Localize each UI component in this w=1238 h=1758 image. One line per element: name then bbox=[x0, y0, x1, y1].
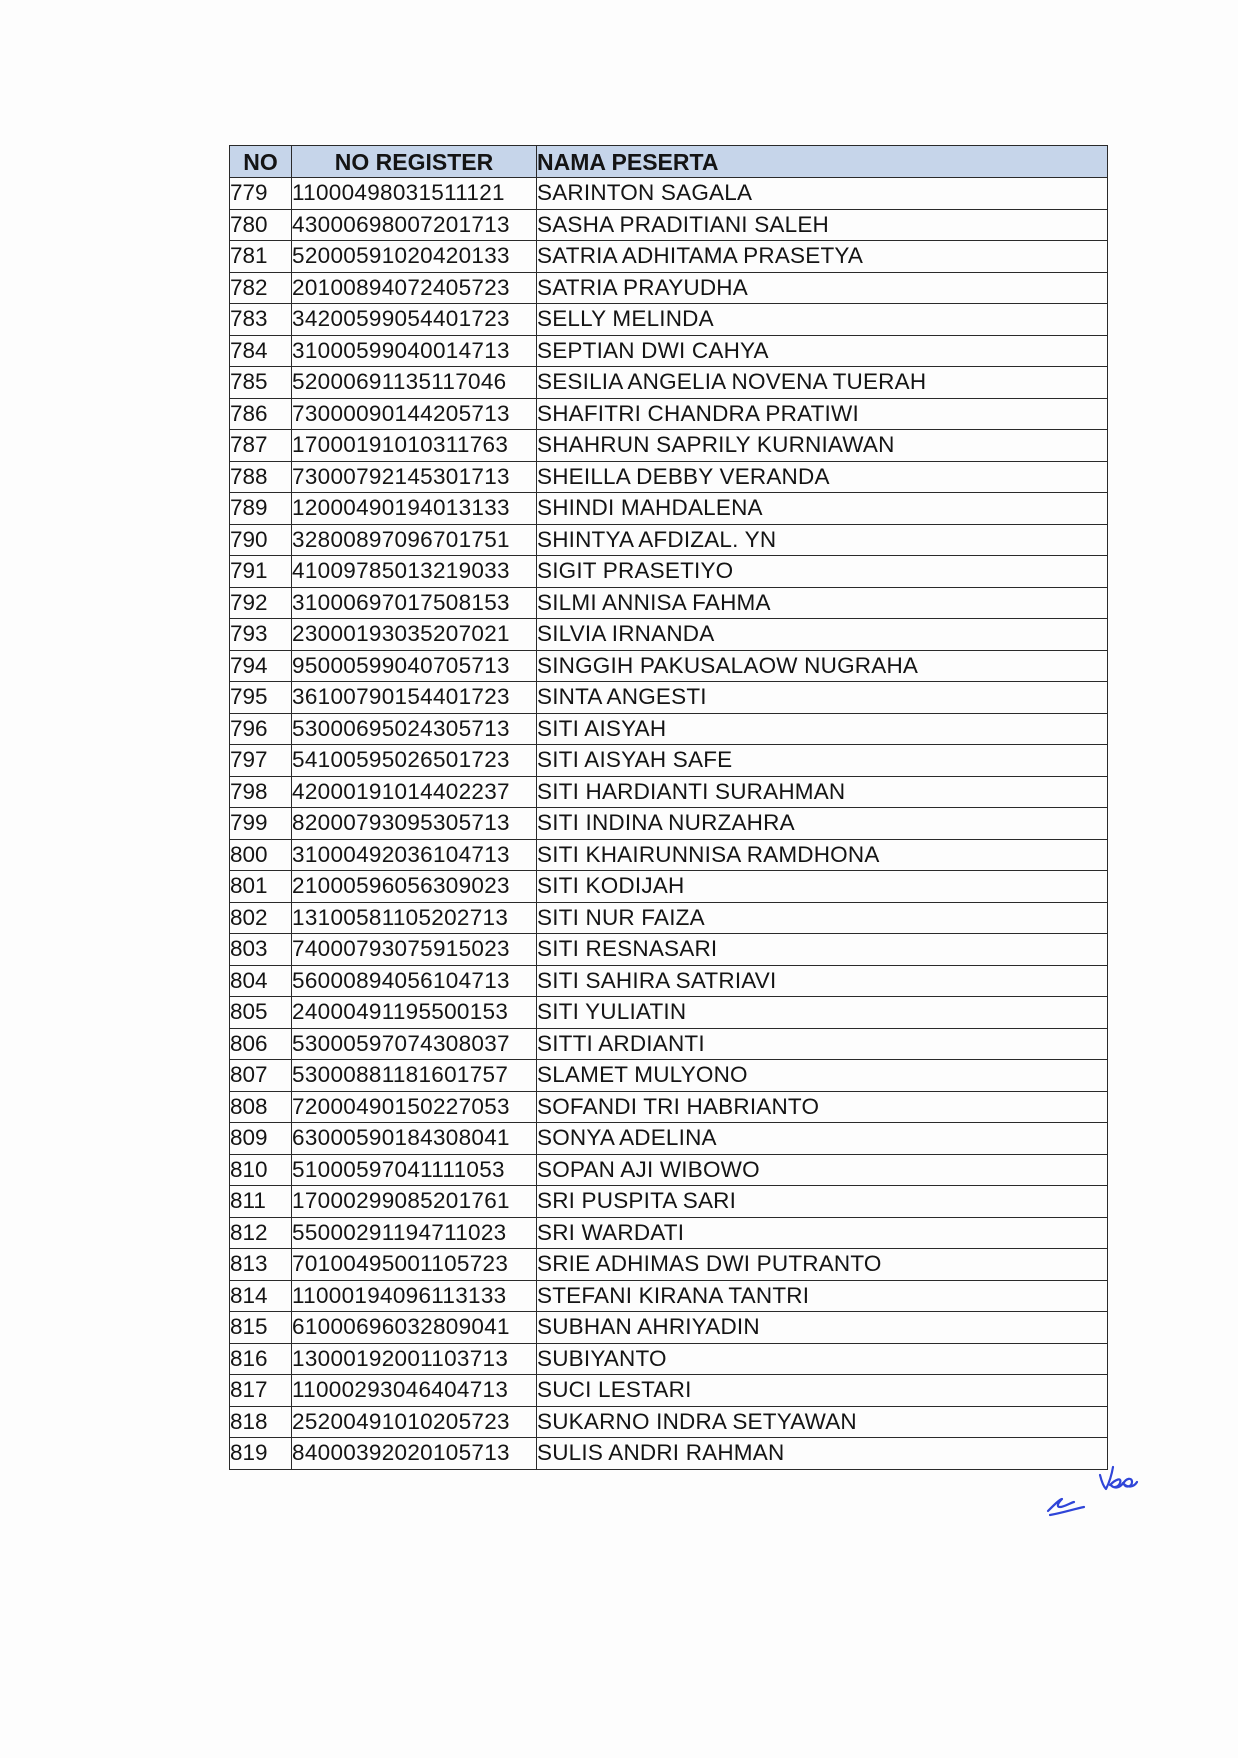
table-row bbox=[230, 871, 1108, 903]
participant-name: SOFANDI TRI HABRIANTO bbox=[537, 1091, 1108, 1123]
participant-name: SITI SAHIRA SATRIAVI bbox=[537, 965, 1108, 997]
register-number: 11000498031511121 bbox=[292, 178, 537, 210]
row-number: 815 bbox=[230, 1312, 292, 1344]
row-number: 792 bbox=[230, 587, 292, 619]
register-number: 63000590184308041 bbox=[292, 1123, 537, 1155]
table-row bbox=[230, 650, 1108, 682]
participant-name: SUKARNO INDRA SETYAWAN bbox=[537, 1406, 1108, 1438]
table-row bbox=[230, 619, 1108, 651]
row-number: 800 bbox=[230, 839, 292, 871]
participant-name: SRIE ADHIMAS DWI PUTRANTO bbox=[537, 1249, 1108, 1281]
participant-name: SITI AISYAH SAFE bbox=[537, 745, 1108, 777]
participant-name: SRI PUSPITA SARI bbox=[537, 1186, 1108, 1218]
register-number: 13100581105202713 bbox=[292, 902, 537, 934]
row-number: 804 bbox=[230, 965, 292, 997]
register-number: 41009785013219033 bbox=[292, 556, 537, 588]
row-number: 796 bbox=[230, 713, 292, 745]
row-number: 797 bbox=[230, 745, 292, 777]
table-row bbox=[230, 304, 1108, 336]
register-number: 24000491195500153 bbox=[292, 997, 537, 1029]
participant-name: SHINTYA AFDIZAL. YN bbox=[537, 524, 1108, 556]
register-number: 32800897096701751 bbox=[292, 524, 537, 556]
table-row bbox=[230, 1060, 1108, 1092]
participant-name: SITI KODIJAH bbox=[537, 871, 1108, 903]
table-row bbox=[230, 430, 1108, 462]
participant-name: SINTA ANGESTI bbox=[537, 682, 1108, 714]
row-number: 817 bbox=[230, 1375, 292, 1407]
row-number: 803 bbox=[230, 934, 292, 966]
table-row bbox=[230, 1091, 1108, 1123]
register-number: 53000881181601757 bbox=[292, 1060, 537, 1092]
table-row bbox=[230, 178, 1108, 210]
table-row bbox=[230, 272, 1108, 304]
register-number: 74000793075915023 bbox=[292, 934, 537, 966]
row-number: 798 bbox=[230, 776, 292, 808]
table-row bbox=[230, 209, 1108, 241]
register-number: 55000291194711023 bbox=[292, 1217, 537, 1249]
register-number: 21000596056309023 bbox=[292, 871, 537, 903]
participant-name: SITI KHAIRUNNISA RAMDHONA bbox=[537, 839, 1108, 871]
participant-name: SHEILLA DEBBY VERANDA bbox=[537, 461, 1108, 493]
register-number: 34200599054401723 bbox=[292, 304, 537, 336]
participant-name: SUBIYANTO bbox=[537, 1343, 1108, 1375]
register-number: 84000392020105713 bbox=[292, 1438, 537, 1470]
row-number: 780 bbox=[230, 209, 292, 241]
row-number: 788 bbox=[230, 461, 292, 493]
table-row bbox=[230, 745, 1108, 777]
participant-name: SOPAN AJI WIBOWO bbox=[537, 1154, 1108, 1186]
participant-name: SASHA PRADITIANI SALEH bbox=[537, 209, 1108, 241]
register-number: 25200491010205723 bbox=[292, 1406, 537, 1438]
table-row bbox=[230, 1186, 1108, 1218]
row-number: 794 bbox=[230, 650, 292, 682]
register-number: 20100894072405723 bbox=[292, 272, 537, 304]
table-row bbox=[230, 1154, 1108, 1186]
participant-name: SULIS ANDRI RAHMAN bbox=[537, 1438, 1108, 1470]
table-row bbox=[230, 587, 1108, 619]
register-number: 11000194096113133 bbox=[292, 1280, 537, 1312]
participant-name: SHAFITRI CHANDRA PRATIWI bbox=[537, 398, 1108, 430]
row-number: 791 bbox=[230, 556, 292, 588]
participant-table bbox=[229, 145, 1108, 1470]
participant-name: SARINTON SAGALA bbox=[537, 178, 1108, 210]
row-number: 781 bbox=[230, 241, 292, 273]
row-number: 789 bbox=[230, 493, 292, 525]
row-number: 801 bbox=[230, 871, 292, 903]
register-number: 52000591020420133 bbox=[292, 241, 537, 273]
table-body bbox=[230, 178, 1108, 1470]
participant-name: SUCI LESTARI bbox=[537, 1375, 1108, 1407]
table-row bbox=[230, 776, 1108, 808]
register-number: 82000793095305713 bbox=[292, 808, 537, 840]
header-name: NAMA PESERTA bbox=[537, 146, 1108, 178]
row-number: 806 bbox=[230, 1028, 292, 1060]
table-row bbox=[230, 1123, 1108, 1155]
row-number: 807 bbox=[230, 1060, 292, 1092]
register-number: 43000698007201713 bbox=[292, 209, 537, 241]
register-number: 17000299085201761 bbox=[292, 1186, 537, 1218]
row-number: 786 bbox=[230, 398, 292, 430]
register-number: 51000597041111053 bbox=[292, 1154, 537, 1186]
participant-name: SITI RESNASARI bbox=[537, 934, 1108, 966]
header-no: NO bbox=[230, 146, 292, 178]
register-number: 23000193035207021 bbox=[292, 619, 537, 651]
participant-name: SIGIT PRASETIYO bbox=[537, 556, 1108, 588]
participant-name: SITTI ARDIANTI bbox=[537, 1028, 1108, 1060]
row-number: 783 bbox=[230, 304, 292, 336]
participant-name: SILMI ANNISA FAHMA bbox=[537, 587, 1108, 619]
table-row bbox=[230, 367, 1108, 399]
table-row bbox=[230, 398, 1108, 430]
participant-name: SLAMET MULYONO bbox=[537, 1060, 1108, 1092]
register-number: 11000293046404713 bbox=[292, 1375, 537, 1407]
table-row bbox=[230, 1375, 1108, 1407]
participant-name: SATRIA ADHITAMA PRASETYA bbox=[537, 241, 1108, 273]
table-row bbox=[230, 241, 1108, 273]
row-number: 795 bbox=[230, 682, 292, 714]
row-number: 799 bbox=[230, 808, 292, 840]
register-number: 54100595026501723 bbox=[292, 745, 537, 777]
register-number: 36100790154401723 bbox=[292, 682, 537, 714]
register-number: 13000192001103713 bbox=[292, 1343, 537, 1375]
row-number: 787 bbox=[230, 430, 292, 462]
row-number: 818 bbox=[230, 1406, 292, 1438]
register-number: 42000191014402237 bbox=[292, 776, 537, 808]
participant-name: SHAHRUN SAPRILY KURNIAWAN bbox=[537, 430, 1108, 462]
table-row bbox=[230, 1249, 1108, 1281]
participant-name: SATRIA PRAYUDHA bbox=[537, 272, 1108, 304]
table-row bbox=[230, 1343, 1108, 1375]
row-number: 810 bbox=[230, 1154, 292, 1186]
participant-name: SITI HARDIANTI SURAHMAN bbox=[537, 776, 1108, 808]
row-number: 779 bbox=[230, 178, 292, 210]
row-number: 814 bbox=[230, 1280, 292, 1312]
table-row bbox=[230, 1028, 1108, 1060]
row-number: 808 bbox=[230, 1091, 292, 1123]
table-row bbox=[230, 934, 1108, 966]
register-number: 31000697017508153 bbox=[292, 587, 537, 619]
register-number: 61000696032809041 bbox=[292, 1312, 537, 1344]
table-row bbox=[230, 808, 1108, 840]
register-number: 17000191010311763 bbox=[292, 430, 537, 462]
participant-name: STEFANI KIRANA TANTRI bbox=[537, 1280, 1108, 1312]
participant-name: SRI WARDATI bbox=[537, 1217, 1108, 1249]
row-number: 793 bbox=[230, 619, 292, 651]
table-row bbox=[230, 1438, 1108, 1470]
participant-name: SITI YULIATIN bbox=[537, 997, 1108, 1029]
participant-name: SITI NUR FAIZA bbox=[537, 902, 1108, 934]
row-number: 811 bbox=[230, 1186, 292, 1218]
participant-name: SEPTIAN DWI CAHYA bbox=[537, 335, 1108, 367]
register-number: 73000090144205713 bbox=[292, 398, 537, 430]
table-row bbox=[230, 839, 1108, 871]
participant-name: SESILIA ANGELIA NOVENA TUERAH bbox=[537, 367, 1108, 399]
table-row bbox=[230, 965, 1108, 997]
participant-name: SITI AISYAH bbox=[537, 713, 1108, 745]
table-row bbox=[230, 1217, 1108, 1249]
row-number: 813 bbox=[230, 1249, 292, 1281]
table-row bbox=[230, 997, 1108, 1029]
participant-name: SILVIA IRNANDA bbox=[537, 619, 1108, 651]
table-row bbox=[230, 524, 1108, 556]
table-row bbox=[230, 1312, 1108, 1344]
register-number: 31000492036104713 bbox=[292, 839, 537, 871]
row-number: 782 bbox=[230, 272, 292, 304]
row-number: 819 bbox=[230, 1438, 292, 1470]
register-number: 56000894056104713 bbox=[292, 965, 537, 997]
register-number: 12000490194013133 bbox=[292, 493, 537, 525]
row-number: 784 bbox=[230, 335, 292, 367]
participant-name: SINGGIH PAKUSALAOW NUGRAHA bbox=[537, 650, 1108, 682]
table-row bbox=[230, 461, 1108, 493]
table-row bbox=[230, 682, 1108, 714]
register-number: 70100495001105723 bbox=[292, 1249, 537, 1281]
header-row bbox=[230, 146, 1108, 178]
participant-name: SELLY MELINDA bbox=[537, 304, 1108, 336]
register-number: 53000695024305713 bbox=[292, 713, 537, 745]
register-number: 95000599040705713 bbox=[292, 650, 537, 682]
row-number: 785 bbox=[230, 367, 292, 399]
register-number: 52000691135117046 bbox=[292, 367, 537, 399]
table-row bbox=[230, 1406, 1108, 1438]
participant-name: SHINDI MAHDALENA bbox=[537, 493, 1108, 525]
register-number: 72000490150227053 bbox=[292, 1091, 537, 1123]
participant-name: SONYA ADELINA bbox=[537, 1123, 1108, 1155]
table-row bbox=[230, 335, 1108, 367]
header-register: NO REGISTER bbox=[292, 146, 537, 178]
table-row bbox=[230, 556, 1108, 588]
participant-name: SITI INDINA NURZAHRA bbox=[537, 808, 1108, 840]
register-number: 73000792145301713 bbox=[292, 461, 537, 493]
row-number: 809 bbox=[230, 1123, 292, 1155]
row-number: 790 bbox=[230, 524, 292, 556]
row-number: 805 bbox=[230, 997, 292, 1029]
table-row bbox=[230, 1280, 1108, 1312]
table-row bbox=[230, 902, 1108, 934]
row-number: 812 bbox=[230, 1217, 292, 1249]
table-row bbox=[230, 493, 1108, 525]
register-number: 53000597074308037 bbox=[292, 1028, 537, 1060]
row-number: 802 bbox=[230, 902, 292, 934]
participant-name: SUBHAN AHRIYADIN bbox=[537, 1312, 1108, 1344]
register-number: 31000599040014713 bbox=[292, 335, 537, 367]
table-row bbox=[230, 713, 1108, 745]
row-number: 816 bbox=[230, 1343, 292, 1375]
table-header bbox=[230, 146, 1108, 178]
handwritten-initials-icon bbox=[1040, 1455, 1150, 1525]
